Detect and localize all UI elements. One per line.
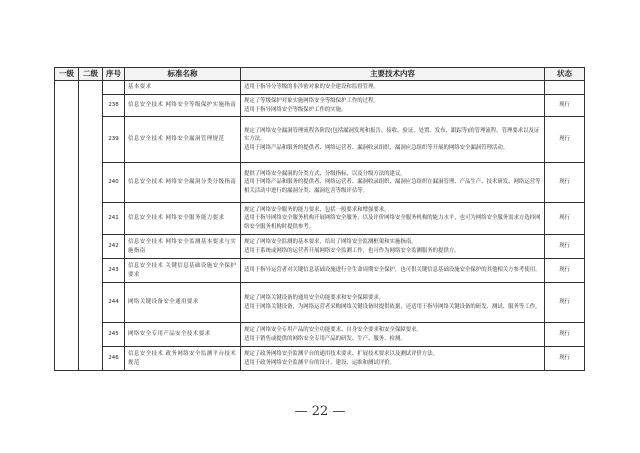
- content-paragraph: 提供了网络安全漏洞的分类方式、分级指标，以及分级方法的建议。: [244, 170, 406, 177]
- content-line: 适用于指导分等级的非涉密对象的安全建设和监督管理。: [244, 84, 379, 91]
- table-row: [55, 347, 585, 371]
- header-level1: 一级: [55, 68, 79, 81]
- status-cell: 现行: [545, 259, 585, 283]
- seq-cell: 242: [103, 235, 125, 259]
- content-line: 适用于政务网络安全监测平台的设计、建设、运维和测试评价。: [244, 359, 395, 366]
- seq-cell: [103, 81, 125, 95]
- status-cell: 现行: [545, 95, 585, 117]
- level1-cell: [55, 81, 79, 371]
- content-line: 规定了等级保护对象实施网络安全等级保护工作的过程。: [244, 97, 379, 104]
- seq-cell: 244: [103, 283, 125, 323]
- table-row: [55, 163, 585, 203]
- content-cell: [241, 95, 545, 117]
- standard-name-cell: 信息安全技术 政务网络安全监测平台技术规范: [125, 347, 241, 371]
- status-cell: 现行: [545, 203, 585, 235]
- status-cell: 现行: [545, 235, 585, 259]
- content-cell: [241, 203, 545, 235]
- content-paragraph: 适用于指导网络安全服务机构开展网络安全服务，以及评价网络安全服务机构的能力水平，也可为网络安全服务需求方选择网络安全服务机构时提供参考。: [244, 215, 541, 230]
- content-paragraph: 适用于网络产品和服务的提供者、网络运营者、漏洞收录组织、漏洞应急组织等开展的网络安全漏洞管理活动。: [244, 144, 509, 151]
- table-row: [55, 323, 585, 347]
- status-cell: 现行: [545, 323, 585, 347]
- content-paragraph: 规定了网络关键设备的通用安全功能要求和安全保障要求。: [244, 294, 385, 301]
- page-number: — 22 —: [294, 404, 346, 419]
- header-level2: 二级: [79, 68, 103, 81]
- standard-name-cell: 信息安全技术 网络安全监测基本要求与实施指南: [125, 235, 241, 259]
- status-cell: 现行: [545, 163, 585, 203]
- table-header-row: [55, 68, 585, 81]
- standard-name-cell: 基本要求: [125, 81, 241, 95]
- standard-name-cell: 网络关键设备安全通用要求: [125, 283, 241, 323]
- status-cell: 现行: [545, 347, 585, 371]
- header-seq: 序号: [103, 68, 125, 81]
- header-name: 标准名称: [125, 68, 241, 81]
- table-row: [55, 117, 585, 163]
- level2-cell: [79, 81, 103, 371]
- content-cell: [241, 347, 545, 371]
- table-row: [55, 259, 585, 283]
- seq-cell: 243: [103, 259, 125, 283]
- content-cell: [241, 323, 545, 347]
- table-row: [55, 235, 585, 259]
- table-row: [55, 203, 585, 235]
- seq-cell: 240: [103, 163, 125, 203]
- content-line: 适用于系统或网络的运营者开展网络安全监测工作，也可作为网络安全监测服务的提供方。: [244, 247, 460, 254]
- content-line: 适用于指导网络安全等级保护工作的实施。: [244, 106, 347, 113]
- content-line: 规定了政务网络安全监测平台的通用技术要求、扩展技术要求以及测试评价方法。: [244, 350, 439, 357]
- standard-name-cell: 网络安全专用产品安全技术要求: [125, 323, 241, 347]
- content-paragraph: 规定了网络安全服务的能力要求，包括一般要求和增强要求。: [244, 206, 390, 213]
- status-cell: 现行: [545, 283, 585, 323]
- seq-cell: 238: [103, 95, 125, 117]
- table-row: [55, 81, 585, 95]
- status-cell: [545, 81, 585, 95]
- seq-cell: 241: [103, 203, 125, 235]
- content-cell: [241, 81, 545, 95]
- standard-name-cell: 信息安全技术 网络安全服务能力要求: [125, 203, 241, 235]
- header-status: 状态: [545, 68, 585, 81]
- content-paragraph: 适用于网络产品和服务的提供者、网络运营者、漏洞收录组织、漏洞应急组织在漏洞管理、产品生产、技术研发、网络运营等相关活动中进行的漏洞分类、漏洞危害等级评估等。: [244, 179, 541, 194]
- header-content: 主要技术内容: [241, 68, 545, 81]
- content-cell: [241, 259, 545, 283]
- table-row: [55, 95, 585, 117]
- content-paragraph: 规定了网络安全漏洞管理流程各阶段(包括漏洞发现和报告、接收、验证、处置、发布、跟踪等)的管理流程、管理要求以及证实方法。: [244, 127, 540, 143]
- content-paragraph: 适用于网络关键设备，为网络运营者采购网络关键设备时提供依据，还适用于指导网络关键设备的研发、测试、服务等工作。: [244, 303, 541, 310]
- standard-name-cell: 信息安全技术 网络安全漏洞分类分级指南: [125, 163, 241, 203]
- standard-name-cell: 信息安全技术 关键信息基础设施安全保护要求: [125, 259, 241, 283]
- standard-name-cell: 信息安全技术 网络安全等级保护实施指南: [125, 95, 241, 117]
- content-line: 适用于销售或提供的网络安全专用产品的研发、生产、服务、检测。: [244, 335, 406, 342]
- seq-cell: 246: [103, 347, 125, 371]
- table-row: [55, 283, 585, 323]
- content-line: 规定了网络安全专用产品的安全功能要求、自身安全要求和安全保障要求。: [244, 326, 422, 333]
- status-cell: 现行: [545, 117, 585, 163]
- seq-cell: 245: [103, 323, 125, 347]
- standard-name-cell: 信息安全技术 网络安全漏洞管理规范: [125, 117, 241, 163]
- content-paragraph: 适用于指导运营者对关键信息基础设施进行全生命周期安全保护，也可供关键信息基础设施安全保护的其他相关方参考使用。: [244, 267, 541, 274]
- content-cell: [241, 283, 545, 323]
- content-cell: [241, 163, 545, 203]
- content-cell: [241, 117, 545, 163]
- content-line: 规定了网络安全监测的基本要求，给出了网络安全监测框架和实施指南。: [244, 238, 417, 245]
- seq-cell: 239: [103, 117, 125, 163]
- standards-table: [54, 67, 585, 371]
- content-cell: [241, 235, 545, 259]
